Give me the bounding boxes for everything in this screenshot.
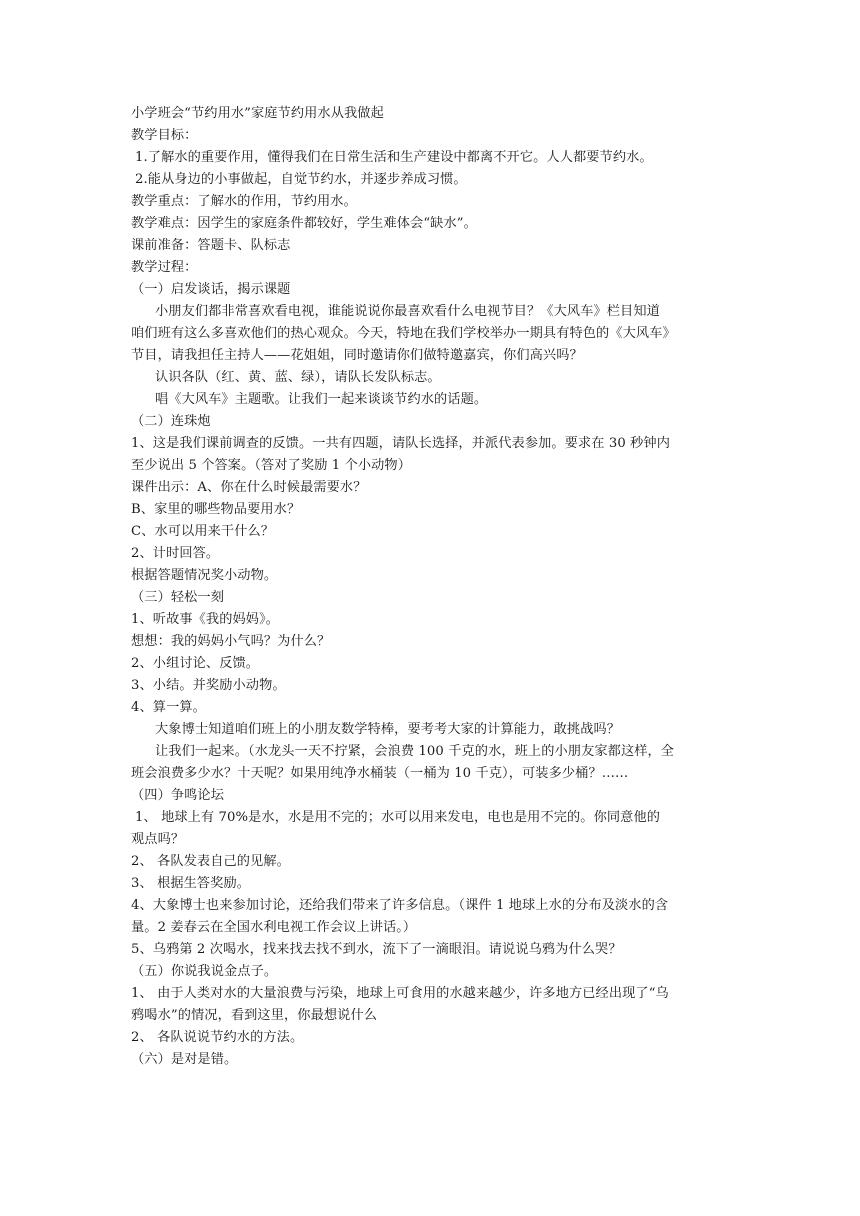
document-title: 小学班会“节约用水”家庭节约用水从我做起 bbox=[131, 106, 384, 121]
text-line: 2、 各队说说节约水的方法。 bbox=[131, 1030, 304, 1045]
document-body bbox=[131, 103, 731, 1071]
text-line: 1、听故事《我的妈妈》。 bbox=[131, 612, 280, 627]
text-line: 量。2 姜春云在全国水利电视工作会议上讲话。） bbox=[131, 920, 417, 935]
text-line: 观点吗？ bbox=[131, 832, 185, 847]
text-line: 根据答题情况奖小动物。 bbox=[131, 568, 278, 583]
text-line: 至少说出 5 个答案。（答对了奖励 1 个小动物） bbox=[131, 458, 412, 473]
text-line: 2、 各队发表自己的见解。 bbox=[131, 854, 290, 869]
text-line: 4、算一算。 bbox=[131, 700, 206, 715]
text-line: 2、计时回答。 bbox=[131, 546, 220, 561]
text-line: 2.能从身边的小事做起，自觉节约水，并逐步养成习惯。 bbox=[135, 172, 467, 187]
text-line: 小朋友们都非常喜欢看电视，谁能说说你最喜欢看什么电视节目？《大风车》栏目知道 bbox=[155, 304, 660, 319]
text-line: 5、乌鸦第 2 次喝水，找来找去找不到水，流下了一滴眼泪。请说说乌鸦为什么哭？ bbox=[131, 942, 622, 957]
text-line: （三）轻松一刻 bbox=[131, 590, 225, 605]
text-line: （二）连珠炮 bbox=[131, 414, 211, 429]
text-line: （四）争鸣论坛 bbox=[131, 788, 225, 803]
text-line: B、家里的哪些物品要用水？ bbox=[131, 502, 301, 517]
text-line: 想想：我的妈妈小气吗？为什么？ bbox=[131, 634, 331, 649]
text-line: 4、大象博士也来参加讨论，还给我们带来了许多信息。（课件 1 地球上水的分布及淡水的含 bbox=[131, 898, 669, 913]
text-line: 1、 由于人类对水的大量浪费与污染，地球上可食用的水越来越少，许多地方已经出现了“乌 bbox=[131, 986, 669, 1001]
text-line: 让我们一起来。（水龙头一天不拧紧，会浪费 100 千克的水，班上的小朋友家都这样，全 bbox=[155, 744, 675, 759]
text-line: 班会浪费多少水？十天呢？如果用纯净水桶装（一桶为 10 千克），可装多少桶？…… bbox=[131, 766, 629, 781]
text-line: 2、小组讨论、反馈。 bbox=[131, 656, 260, 671]
text-line: 1、这是我们课前调查的反馈。一共有四题，请队长选择，并派代表参加。要求在 30 秒钟内 bbox=[131, 436, 670, 451]
text-line: 3、小结。并奖励小动物。 bbox=[131, 678, 286, 693]
text-line: 课前准备：答题卡、队标志 bbox=[131, 238, 291, 253]
text-line: 教学难点：因学生的家庭条件都较好，学生难体会“缺水”。 bbox=[131, 216, 477, 231]
text-line: 鸦喝水”的情况，看到这里，你最想说什么 bbox=[131, 1008, 378, 1023]
text-line: 大象博士知道咱们班上的小朋友数学特棒，要考考大家的计算能力，敢挑战吗？ bbox=[155, 722, 621, 737]
text-line: 教学目标： bbox=[131, 128, 198, 143]
text-line: 教学重点：了解水的作用，节约用水。 bbox=[131, 194, 357, 209]
text-line: 课件出示：A、你在什么时候最需要水？ bbox=[131, 480, 367, 495]
text-line: 节目，请我担任主持人——花姐姐，同时邀请你们做特邀嘉宾，你们高兴吗？ bbox=[131, 348, 583, 363]
text-line: 认识各队（红、黄、蓝、绿），请队长发队标志。 bbox=[155, 370, 441, 385]
text-line: 1.了解水的重要作用，懂得我们在日常生活和生产建设中都离不开它。人人都要节约水。 bbox=[135, 150, 653, 165]
text-line: （五）你说我说金点子。 bbox=[131, 964, 278, 979]
text-line: 1、 地球上有 70%是水，水是用不完的；水可以用来发电，电也是用不完的。你同意他的 bbox=[135, 810, 661, 825]
text-line: （一）启发谈话，揭示课题 bbox=[131, 282, 291, 297]
text-line: C、水可以用来干什么？ bbox=[131, 524, 275, 539]
text-line: 3、 根据生答奖励。 bbox=[131, 876, 251, 891]
text-line: 唱《大风车》主题歌。让我们一起来谈谈节约水的话题。 bbox=[155, 392, 488, 407]
text-line: 咱们班有这么多喜欢他们的热心观众。今天，特地在我们学校举办一期具有特色的《大风车》 bbox=[131, 326, 676, 341]
text-line: （六）是对是错。 bbox=[131, 1052, 238, 1067]
text-line: 教学过程： bbox=[131, 260, 198, 275]
